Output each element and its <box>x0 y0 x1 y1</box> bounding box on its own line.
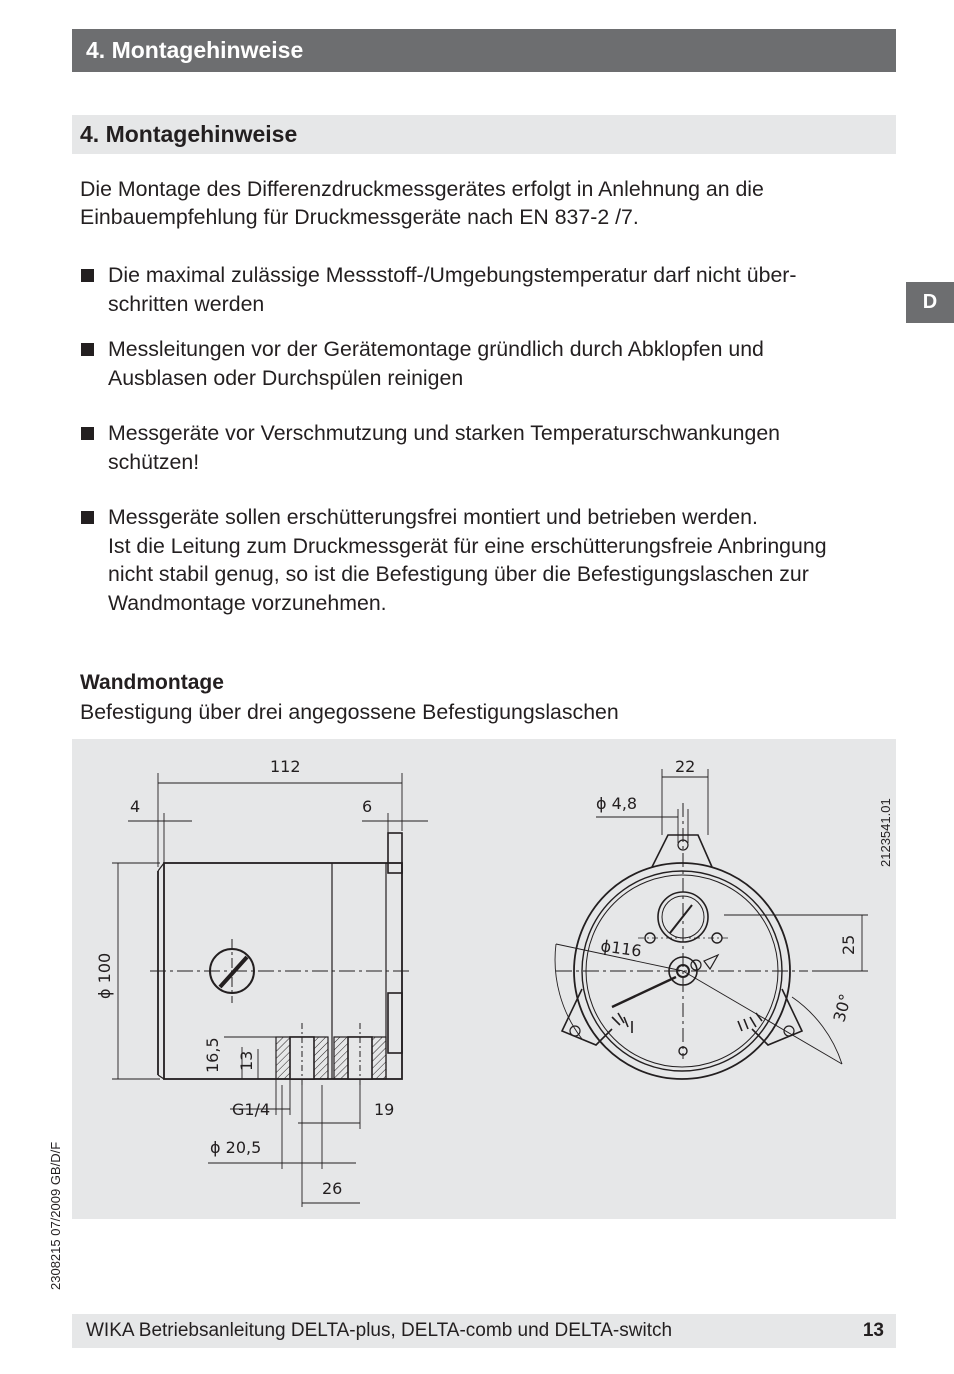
page-footer <box>72 1314 896 1348</box>
bullet-line: Ist die Leitung zum Druckmessgerät für eine erschütterungsfreie Anbringung <box>108 533 827 558</box>
dim-16-5: 16,5 <box>203 1037 222 1073</box>
dim-112: 112 <box>270 757 301 776</box>
bullet-line: Messgeräte vor Verschmutzung und starken Temperaturschwankungen <box>108 421 781 445</box>
dim-diameter-116: ϕ116 <box>599 936 643 961</box>
bullet-line: schützen! <box>108 449 200 474</box>
bullet-line: schritten werden <box>108 291 265 316</box>
pressure-port <box>334 1023 386 1085</box>
intro-line-2: Einbauempfehlung für Druckmessgeräte nach EN 837-2 /7. <box>80 205 639 229</box>
dim-19: 19 <box>374 1100 395 1119</box>
bullet-line: Messgeräte sollen erschütterungsfrei montiert und betrieben werden. <box>108 505 758 529</box>
pressure-port <box>276 1023 328 1085</box>
front-view-gauge <box>556 803 842 1079</box>
page-header: 4. Montagehinweise <box>72 29 896 72</box>
front-view-dimensions <box>555 769 868 1064</box>
technical-drawing <box>72 739 896 1219</box>
language-tab[interactable]: D <box>906 282 954 323</box>
footer-text: WIKA Betriebsanleitung DELTA-plus, DELTA-comb und DELTA-switch <box>86 1320 673 1341</box>
dim-22: 22 <box>675 757 696 776</box>
bullet-square-icon <box>81 343 94 356</box>
dim-diameter-100: ϕ 100 <box>95 952 114 999</box>
dim-26: 26 <box>322 1179 343 1198</box>
section-title: 4. Montagehinweise <box>72 115 896 154</box>
dim-13: 13 <box>237 1050 256 1071</box>
side-view-dimensions <box>112 773 428 1207</box>
bullet-line: Wandmontage vorzunehmen. <box>108 590 387 615</box>
wall-mount-heading: Wandmontage <box>80 671 224 694</box>
dim-30-degree: 30° <box>829 991 856 1025</box>
dim-diameter-4-8: ϕ 4,8 <box>596 794 638 813</box>
drawing-svg <box>72 739 896 1219</box>
drawing-number: 2123541.01 <box>878 798 893 867</box>
page-number: 13 <box>862 1320 884 1341</box>
intro-line-1: Die Montage des Differenzdruckmessgerätes erfolgt in Anlehnung an die <box>80 177 764 201</box>
wall-mount-description: Befestigung über drei angegossene Befestigungslaschen <box>80 700 619 724</box>
bullet-line: Die maximal zulässige Messstoff-/Umgebungstemperatur darf nicht über- <box>108 263 797 287</box>
bullet-square-icon <box>81 269 94 282</box>
bullet-square-icon <box>81 427 94 440</box>
dim-g1-4: G1/4 <box>232 1100 271 1119</box>
bullet-line: Messleitungen vor der Gerätemontage gründlich durch Abklopfen und <box>108 337 764 361</box>
document-code: 2308215 07/2009 GB/D/F <box>48 1141 63 1290</box>
dim-25: 25 <box>839 934 858 955</box>
bullet-square-icon <box>81 511 94 524</box>
dim-diameter-20-5: ϕ 20,5 <box>210 1138 262 1157</box>
dim-4: 4 <box>130 797 141 816</box>
dim-6: 6 <box>362 797 373 816</box>
bullet-line: nicht stabil genug, so ist die Befestigung über die Befestigungslaschen zur <box>108 562 809 586</box>
bullet-line: Ausblasen oder Durchspülen reinigen <box>108 365 464 390</box>
